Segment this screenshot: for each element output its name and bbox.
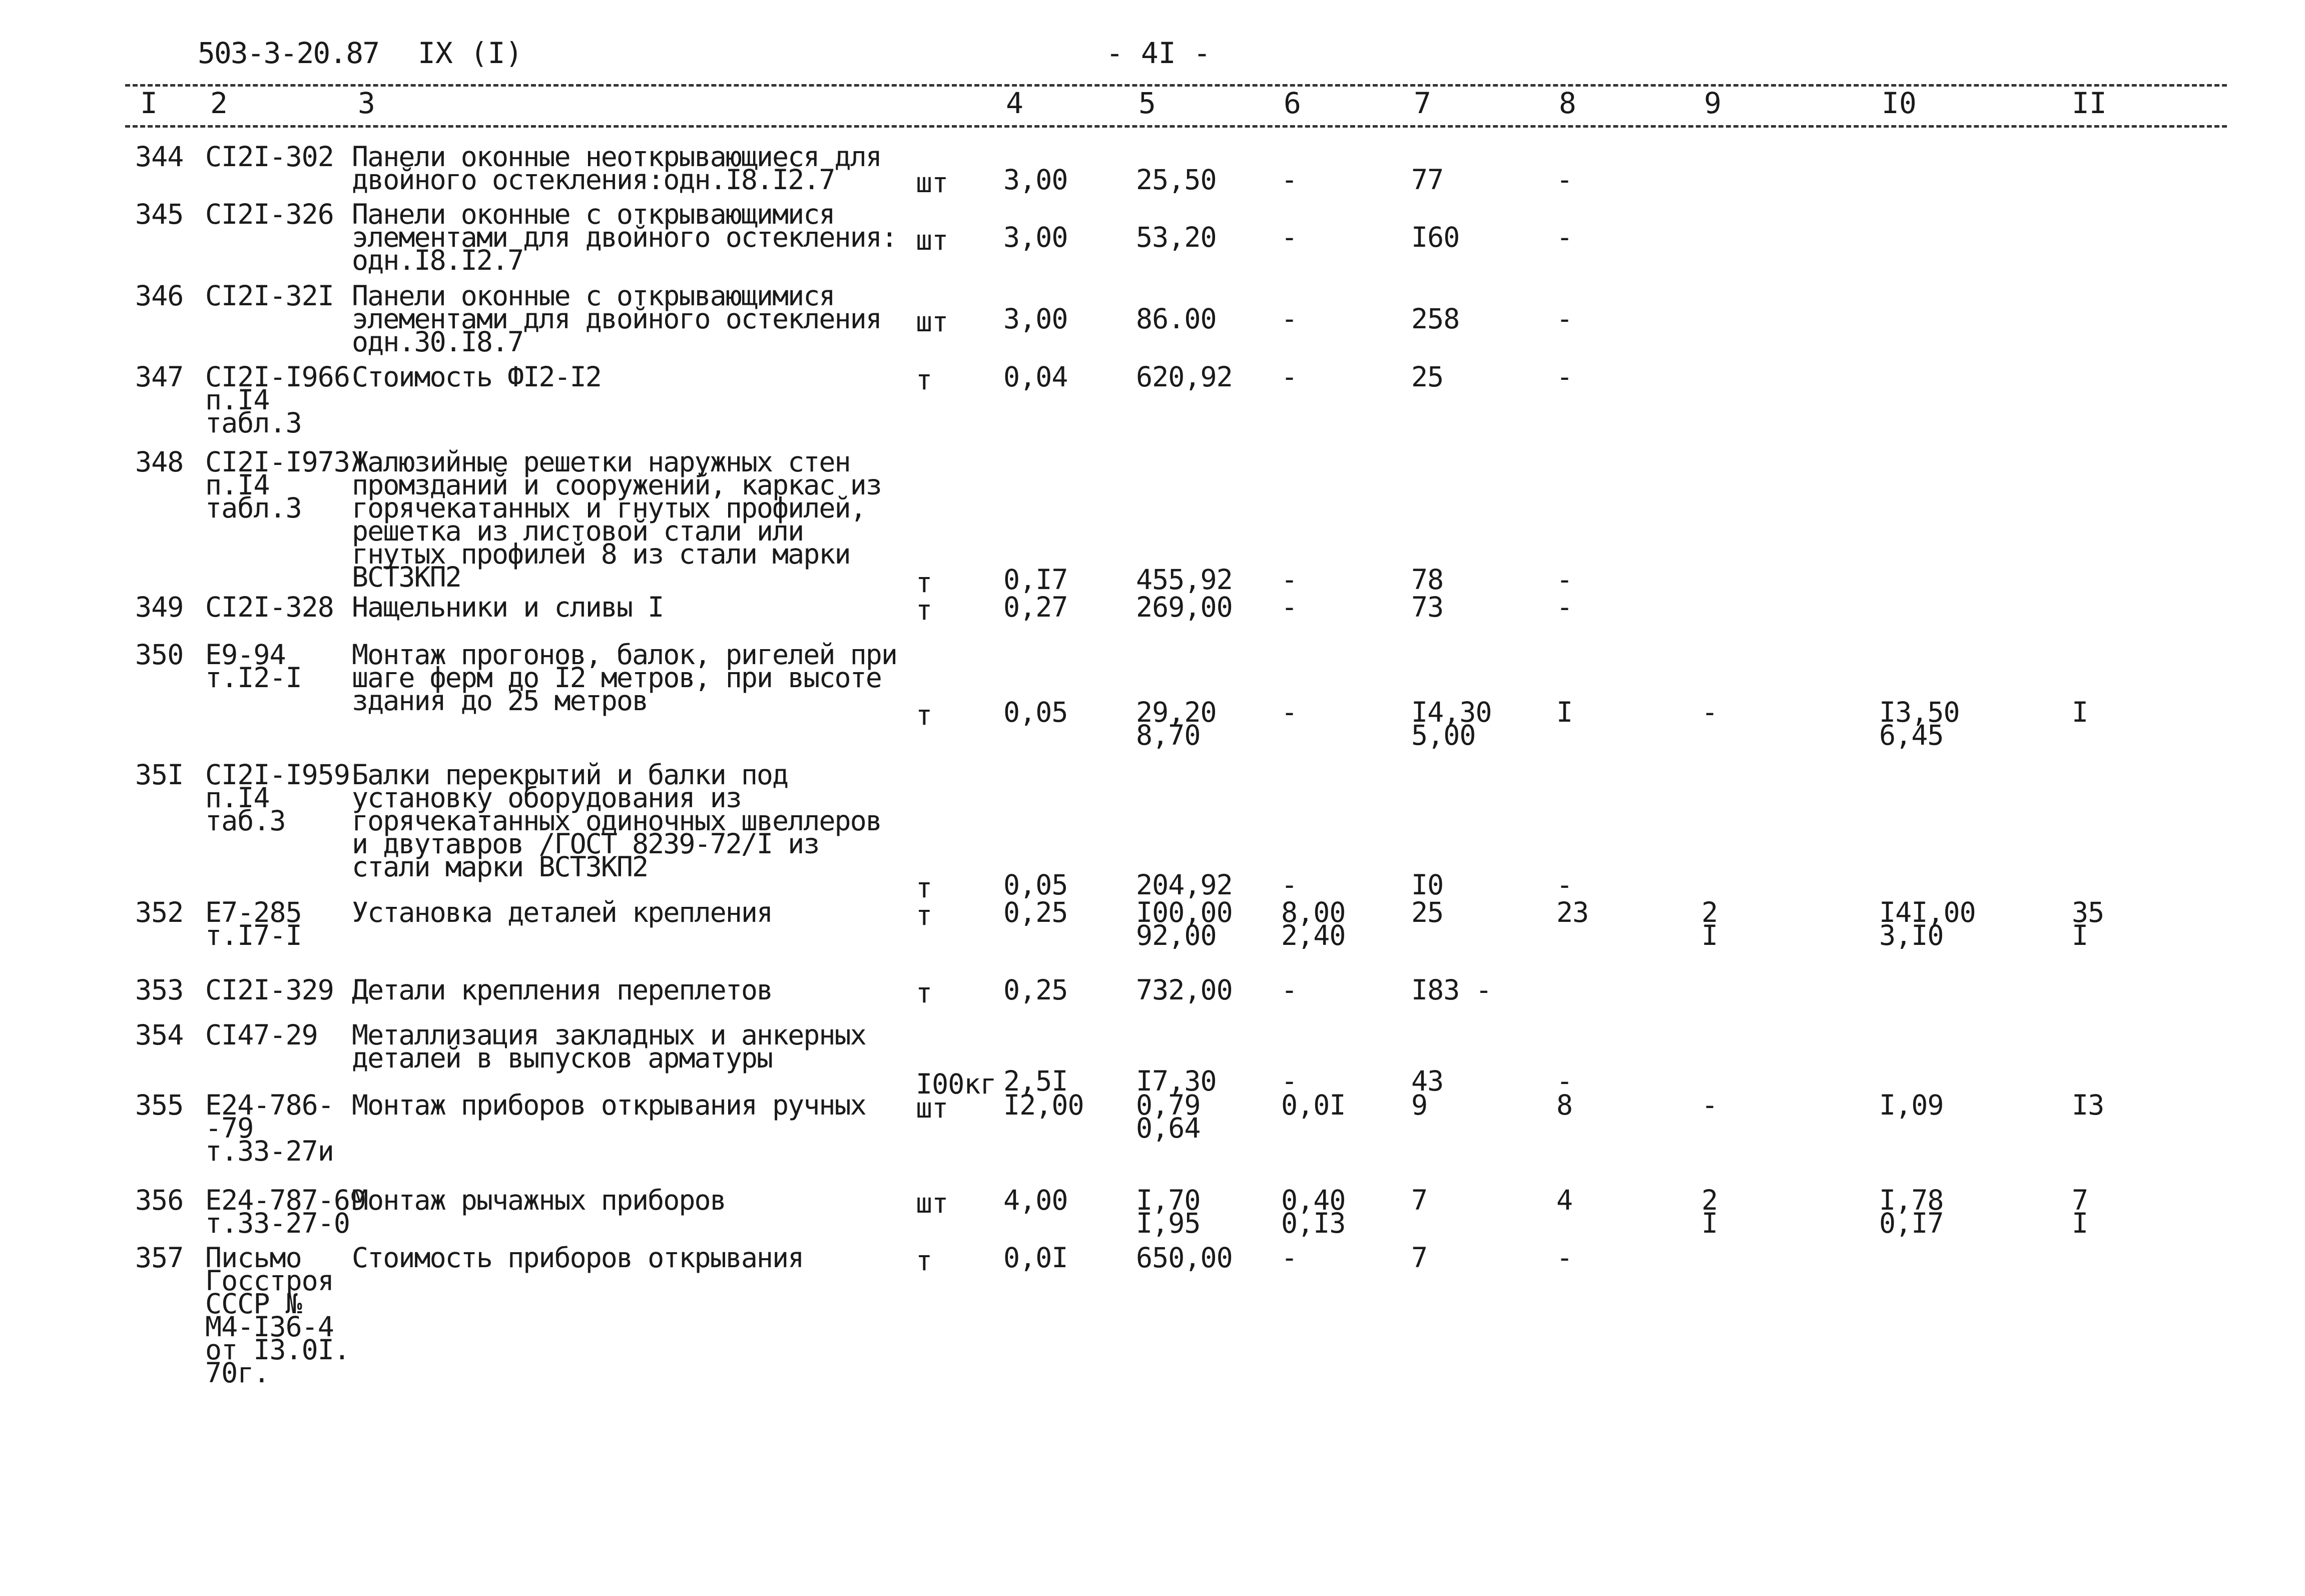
total-machine-wages bbox=[1701, 696, 1718, 728]
unit-cost-machines bbox=[1281, 361, 1298, 393]
quantity: 0,05 bbox=[1003, 696, 1068, 728]
total-cost bbox=[1411, 361, 1444, 393]
total-wages bbox=[1556, 869, 1573, 901]
page-number: - 4I - bbox=[1106, 36, 1211, 70]
work-description: Жалюзийные решетки наружных стен промзданий и сооружений, каркас из горячекатанных и гнутых профилей, решетка из листовой стали или гнутых профилей 8 из стали марки ВСТЗКП2 bbox=[352, 446, 881, 593]
unit-cost-machines bbox=[1281, 1184, 1346, 1239]
rate-code-line: от I3.0I. bbox=[205, 1334, 350, 1366]
unit-of-measure: т bbox=[916, 699, 932, 731]
total-wages bbox=[1556, 564, 1573, 596]
row-number: 357 bbox=[135, 1242, 184, 1274]
rate-code-line: т.33-27-0 bbox=[205, 1207, 350, 1239]
unit-cost-line: 86.00 bbox=[1136, 303, 1217, 335]
rate-code bbox=[205, 198, 334, 230]
total-cost bbox=[1411, 696, 1492, 751]
quantity: 3,00 bbox=[1003, 303, 1068, 335]
quantity: 0,25 bbox=[1003, 896, 1068, 928]
quantity: 3,00 bbox=[1003, 221, 1068, 253]
labor-total-line: I bbox=[2072, 1207, 2088, 1239]
total-cost bbox=[1411, 974, 1492, 1006]
unit-cost-line: 92,00 bbox=[1136, 919, 1217, 951]
work-description: Панели оконные с открывающимися элементами для двойного остекления одн.30.I8.7 bbox=[352, 280, 881, 358]
rate-code-line: Письмо bbox=[205, 1242, 302, 1274]
row-number: 350 bbox=[135, 639, 184, 671]
total-wages-line: - bbox=[1556, 564, 1573, 596]
unit-cost bbox=[1136, 221, 1217, 253]
work-description: Нащельники и сливы I bbox=[352, 591, 664, 623]
unit-cost-machines-line: - bbox=[1281, 869, 1298, 901]
rate-code bbox=[205, 974, 334, 1006]
work-description: Балки перекрытий и балки под установку оборудования из горячекатанных одиночных швеллеров и двутавров /ГОСТ 8239-72/I из стали марки ВСТЗКП2 bbox=[352, 759, 881, 883]
quantity: 3,00 bbox=[1003, 164, 1068, 196]
rate-code-line: CI2I-I973 bbox=[205, 446, 350, 478]
total-wages-line: 8 bbox=[1556, 1089, 1573, 1121]
row-number: 352 bbox=[135, 896, 184, 928]
column-header: II bbox=[2072, 86, 2107, 120]
row-number: 347 bbox=[135, 361, 184, 393]
labor-unit-line: 0,I7 bbox=[1879, 1207, 1944, 1239]
unit-cost bbox=[1136, 303, 1217, 335]
work-description: Детали крепления переплетов bbox=[352, 974, 773, 1006]
labor-unit bbox=[1879, 896, 1976, 951]
unit-of-measure: т bbox=[916, 1245, 932, 1277]
unit-of-measure: шт bbox=[916, 167, 948, 199]
unit-of-measure: т bbox=[916, 899, 932, 931]
total-machine-wages-line: I bbox=[1701, 1207, 1718, 1239]
total-cost-line: 43 bbox=[1411, 1065, 1444, 1097]
unit-cost bbox=[1136, 696, 1217, 751]
labor-total bbox=[2072, 1184, 2088, 1239]
total-cost-line: I0 bbox=[1411, 869, 1444, 901]
row-number: 344 bbox=[135, 141, 184, 173]
unit-cost-line: 732,00 bbox=[1136, 974, 1233, 1006]
total-cost bbox=[1411, 1242, 1428, 1274]
unit-of-measure: шт bbox=[916, 1092, 948, 1124]
rate-code-line: табл.3 bbox=[205, 492, 302, 524]
row-number: 345 bbox=[135, 198, 184, 230]
quantity: 0,0I bbox=[1003, 1242, 1068, 1274]
rate-code bbox=[205, 639, 302, 694]
total-wages-line: - bbox=[1556, 164, 1573, 196]
document-code: 503-3-20.87 bbox=[198, 36, 379, 70]
unit-cost-machines-line: - bbox=[1281, 1242, 1298, 1274]
rate-code-line: CI2I-328 bbox=[205, 591, 334, 623]
rate-code bbox=[205, 446, 350, 524]
unit-cost-line: I,70 bbox=[1136, 1184, 1201, 1216]
total-wages bbox=[1556, 221, 1573, 253]
header-bottom-rule bbox=[125, 125, 2227, 128]
total-wages bbox=[1556, 303, 1573, 335]
quantity: I2,00 bbox=[1003, 1089, 1084, 1121]
total-machine-wages bbox=[1701, 1089, 1718, 1121]
unit-of-measure: I00кг bbox=[916, 1068, 996, 1100]
quantity: 0,I7 bbox=[1003, 564, 1068, 596]
total-wages-line: - bbox=[1556, 303, 1573, 335]
work-description: Монтаж приборов открывания ручных bbox=[352, 1089, 866, 1121]
total-machine-wages-line: - bbox=[1701, 1089, 1718, 1121]
rate-code-line: М4-I36-4 bbox=[205, 1311, 334, 1343]
total-wages-line: - bbox=[1556, 869, 1573, 901]
work-description: Панели оконные неоткрывающиеся для двойного остекления:одн.I8.I2.7 bbox=[352, 141, 881, 196]
rate-code-line: -79 bbox=[205, 1112, 254, 1144]
total-wages-line: - bbox=[1556, 1242, 1573, 1274]
unit-cost-machines-line: 8,00 bbox=[1281, 896, 1346, 928]
rate-code bbox=[205, 280, 334, 312]
unit-cost bbox=[1136, 1089, 1201, 1144]
unit-cost-line: 204,92 bbox=[1136, 869, 1233, 901]
rate-code-line: т.I2-I bbox=[205, 662, 302, 694]
unit-cost bbox=[1136, 869, 1233, 901]
labor-unit-line: 3,I0 bbox=[1879, 919, 1944, 951]
rate-code bbox=[205, 361, 350, 439]
unit-cost-machines-line: - bbox=[1281, 1065, 1298, 1097]
quantity: 0,05 bbox=[1003, 869, 1068, 901]
unit-cost-machines bbox=[1281, 1089, 1346, 1121]
total-cost-line: 7 bbox=[1411, 1242, 1428, 1274]
unit-cost-machines bbox=[1281, 869, 1298, 901]
work-description: Панели оконные с открывающимися элементами для двойного остекления: одн.I8.I2.7 bbox=[352, 198, 897, 276]
labor-total bbox=[2072, 696, 2088, 728]
rate-code-line: CI2I-I959 bbox=[205, 759, 350, 791]
unit-cost-line: 53,20 bbox=[1136, 221, 1217, 253]
column-header: 5 bbox=[1138, 86, 1156, 120]
section-number: IX (I) bbox=[418, 36, 523, 70]
unit-cost-machines-line: - bbox=[1281, 696, 1298, 728]
total-machine-wages-line: 2 bbox=[1701, 1184, 1718, 1216]
total-cost-line: 5,00 bbox=[1411, 719, 1476, 751]
total-wages bbox=[1556, 896, 1589, 928]
rate-code-line: E24-786- bbox=[205, 1089, 334, 1121]
rate-code-line: табл.3 bbox=[205, 407, 302, 439]
total-cost-line: 73 bbox=[1411, 591, 1444, 623]
row-number: 354 bbox=[135, 1019, 184, 1051]
total-wages bbox=[1556, 1089, 1573, 1121]
unit-cost bbox=[1136, 974, 1233, 1006]
work-description: Стоимость приборов открывания bbox=[352, 1242, 804, 1274]
total-wages-line: 4 bbox=[1556, 1184, 1573, 1216]
unit-cost-machines-line: - bbox=[1281, 974, 1298, 1006]
total-cost-line: I60 bbox=[1411, 221, 1460, 253]
unit-cost-machines bbox=[1281, 591, 1298, 623]
rate-code bbox=[205, 1242, 350, 1389]
total-cost-line: 25 bbox=[1411, 896, 1444, 928]
unit-cost-line: 29,20 bbox=[1136, 696, 1217, 728]
unit-of-measure: т bbox=[916, 977, 932, 1009]
total-cost-line: 25 bbox=[1411, 361, 1444, 393]
unit-cost-machines-line: - bbox=[1281, 164, 1298, 196]
labor-total bbox=[2072, 1089, 2104, 1121]
unit-of-measure: т bbox=[916, 364, 932, 396]
work-description: Стоимость ФI2-I2 bbox=[352, 361, 601, 393]
labor-total bbox=[2072, 896, 2104, 951]
unit-cost-machines-line: - bbox=[1281, 591, 1298, 623]
rate-code-line: CI2I-32I bbox=[205, 280, 334, 312]
total-cost bbox=[1411, 1089, 1428, 1121]
total-cost bbox=[1411, 221, 1460, 253]
labor-total-line: I bbox=[2072, 696, 2088, 728]
unit-of-measure: т bbox=[916, 567, 932, 599]
rate-code bbox=[205, 591, 334, 623]
rate-code-line: т.I7-I bbox=[205, 919, 302, 951]
unit-cost-machines bbox=[1281, 221, 1298, 253]
total-wages-line: - bbox=[1556, 221, 1573, 253]
labor-total-line: 35 bbox=[2072, 896, 2104, 928]
unit-cost bbox=[1136, 1242, 1233, 1274]
quantity: 0,27 bbox=[1003, 591, 1068, 623]
rate-code-line: CI2I-302 bbox=[205, 141, 334, 173]
total-machine-wages-line: 2 bbox=[1701, 896, 1718, 928]
labor-unit-line: I,78 bbox=[1879, 1184, 1944, 1216]
rate-code-line: E9-94 bbox=[205, 639, 286, 671]
rate-code-line: CI2I-329 bbox=[205, 974, 334, 1006]
total-cost-line: I83 - bbox=[1411, 974, 1492, 1006]
total-cost bbox=[1411, 164, 1444, 196]
total-cost-line: 7 bbox=[1411, 1184, 1428, 1216]
unit-cost-machines bbox=[1281, 564, 1298, 596]
total-cost bbox=[1411, 564, 1444, 596]
unit-cost-line: 0,79 bbox=[1136, 1089, 1201, 1121]
unit-cost-machines-line: 0,40 bbox=[1281, 1184, 1346, 1216]
unit-cost-machines bbox=[1281, 974, 1298, 1006]
column-header: 2 bbox=[210, 86, 228, 120]
unit-cost bbox=[1136, 1184, 1201, 1239]
unit-cost-line: 455,92 bbox=[1136, 564, 1233, 596]
rate-code-line: п.I4 bbox=[205, 384, 270, 416]
rate-code bbox=[205, 896, 302, 951]
labor-total-line: 7 bbox=[2072, 1184, 2088, 1216]
rate-code-line: CI2I-I966 bbox=[205, 361, 350, 393]
row-number: 348 bbox=[135, 446, 184, 478]
column-header: 4 bbox=[1006, 86, 1023, 120]
rate-code-line: CI2I-326 bbox=[205, 198, 334, 230]
rate-code-line: Госстроя bbox=[205, 1265, 334, 1297]
unit-cost-machines-line: 0,I3 bbox=[1281, 1207, 1346, 1239]
row-number: 346 bbox=[135, 280, 184, 312]
unit-cost-machines bbox=[1281, 896, 1346, 951]
unit-of-measure: шт bbox=[916, 306, 948, 338]
total-wages-line: I bbox=[1556, 696, 1573, 728]
unit-cost-machines-line: 2,40 bbox=[1281, 919, 1346, 951]
work-description: Монтаж рычажных приборов bbox=[352, 1184, 726, 1216]
row-number: 356 bbox=[135, 1184, 184, 1216]
labor-unit bbox=[1879, 696, 1960, 751]
quantity: 0,04 bbox=[1003, 361, 1068, 393]
total-cost bbox=[1411, 896, 1444, 928]
work-description: Монтаж прогонов, балок, ригелей при шаге ферм до I2 метров, при высоте здания до 25 метров bbox=[352, 639, 897, 717]
unit-cost-line: 8,70 bbox=[1136, 719, 1201, 751]
labor-total-line: I3 bbox=[2072, 1089, 2104, 1121]
total-wages bbox=[1556, 696, 1573, 728]
unit-cost-machines bbox=[1281, 303, 1298, 335]
rate-code-line: E24-787-69 bbox=[205, 1184, 366, 1216]
total-wages bbox=[1556, 591, 1573, 623]
rate-code bbox=[205, 141, 334, 173]
total-cost bbox=[1411, 591, 1444, 623]
row-number: 355 bbox=[135, 1089, 184, 1121]
row-number: 35I bbox=[135, 759, 184, 791]
total-cost bbox=[1411, 303, 1460, 335]
labor-total-line: I bbox=[2072, 919, 2088, 951]
labor-unit-line: 6,45 bbox=[1879, 719, 1944, 751]
total-cost bbox=[1411, 869, 1444, 901]
rate-code-line: СССР № bbox=[205, 1288, 302, 1320]
unit-cost-line: 650,00 bbox=[1136, 1242, 1233, 1274]
rate-code-line: т.33-27и bbox=[205, 1135, 334, 1167]
total-cost-line: 9 bbox=[1411, 1089, 1428, 1121]
total-wages-line: - bbox=[1556, 361, 1573, 393]
labor-unit-line: I,09 bbox=[1879, 1089, 1944, 1121]
quantity: 4,00 bbox=[1003, 1184, 1068, 1216]
row-number: 353 bbox=[135, 974, 184, 1006]
rate-code bbox=[205, 1184, 366, 1239]
unit-cost-machines-line: 0,0I bbox=[1281, 1089, 1346, 1121]
rate-code-line: 70г. bbox=[205, 1357, 270, 1389]
quantity: 0,25 bbox=[1003, 974, 1068, 1006]
column-header: 7 bbox=[1414, 86, 1431, 120]
labor-unit bbox=[1879, 1089, 1944, 1121]
column-header: 3 bbox=[358, 86, 375, 120]
total-wages bbox=[1556, 1184, 1573, 1216]
quantity: 2,5I bbox=[1003, 1065, 1068, 1097]
unit-cost-machines-line: - bbox=[1281, 361, 1298, 393]
unit-of-measure: шт bbox=[916, 1187, 948, 1219]
unit-cost bbox=[1136, 361, 1233, 393]
labor-unit-line: I3,50 bbox=[1879, 696, 1960, 728]
total-machine-wages-line: - bbox=[1701, 696, 1718, 728]
unit-cost bbox=[1136, 564, 1233, 596]
unit-cost-machines-line: - bbox=[1281, 221, 1298, 253]
unit-cost-line: 620,92 bbox=[1136, 361, 1233, 393]
total-wages bbox=[1556, 361, 1573, 393]
row-number: 349 bbox=[135, 591, 184, 623]
unit-cost bbox=[1136, 896, 1233, 951]
column-header: 9 bbox=[1704, 86, 1721, 120]
unit-cost-machines bbox=[1281, 164, 1298, 196]
unit-of-measure: шт bbox=[916, 224, 948, 256]
labor-unit-line: I4I,00 bbox=[1879, 896, 1976, 928]
unit-cost-machines-line: - bbox=[1281, 564, 1298, 596]
labor-unit bbox=[1879, 1184, 1944, 1239]
total-wages-line: 23 bbox=[1556, 896, 1589, 928]
unit-of-measure: т bbox=[916, 872, 932, 904]
unit-of-measure: т bbox=[916, 594, 932, 626]
total-wages-line: - bbox=[1556, 591, 1573, 623]
rate-code bbox=[205, 1019, 318, 1051]
unit-cost-line: 25,50 bbox=[1136, 164, 1217, 196]
total-cost bbox=[1411, 1184, 1428, 1216]
total-cost-line: 78 bbox=[1411, 564, 1444, 596]
column-header: I bbox=[140, 86, 158, 120]
total-machine-wages bbox=[1701, 896, 1718, 951]
work-description: Установка деталей крепления bbox=[352, 896, 773, 928]
column-header: I0 bbox=[1882, 86, 1917, 120]
total-machine-wages-line: I bbox=[1701, 919, 1718, 951]
rate-code bbox=[205, 1089, 334, 1167]
unit-cost-line: I7,30 bbox=[1136, 1065, 1217, 1097]
total-cost-line: 77 bbox=[1411, 164, 1444, 196]
unit-cost-line: I00,00 bbox=[1136, 896, 1233, 928]
total-wages-line: - bbox=[1556, 1065, 1573, 1097]
unit-cost-line: I,95 bbox=[1136, 1207, 1201, 1239]
rate-code-line: п.I4 bbox=[205, 469, 270, 501]
unit-cost-line: 269,00 bbox=[1136, 591, 1233, 623]
unit-cost bbox=[1136, 164, 1217, 196]
total-machine-wages bbox=[1701, 1184, 1718, 1239]
unit-cost bbox=[1136, 591, 1233, 623]
unit-cost-line: 0,64 bbox=[1136, 1112, 1201, 1144]
column-header: 6 bbox=[1284, 86, 1301, 120]
rate-code-line: CI47-29 bbox=[205, 1019, 318, 1051]
column-header: 8 bbox=[1559, 86, 1576, 120]
work-description: Металлизация закладных и анкерных деталей в выпусков арматуры bbox=[352, 1019, 866, 1074]
rate-code-line: п.I4 bbox=[205, 782, 270, 814]
total-wages bbox=[1556, 1242, 1573, 1274]
rate-code-line: таб.3 bbox=[205, 805, 286, 837]
total-wages bbox=[1556, 164, 1573, 196]
unit-cost-machines bbox=[1281, 1242, 1298, 1274]
unit-cost-machines bbox=[1281, 696, 1298, 728]
unit-cost-machines-line: - bbox=[1281, 303, 1298, 335]
rate-code-line: E7-285 bbox=[205, 896, 302, 928]
rate-code bbox=[205, 759, 350, 837]
total-cost-line: I4,30 bbox=[1411, 696, 1492, 728]
total-cost-line: 258 bbox=[1411, 303, 1460, 335]
